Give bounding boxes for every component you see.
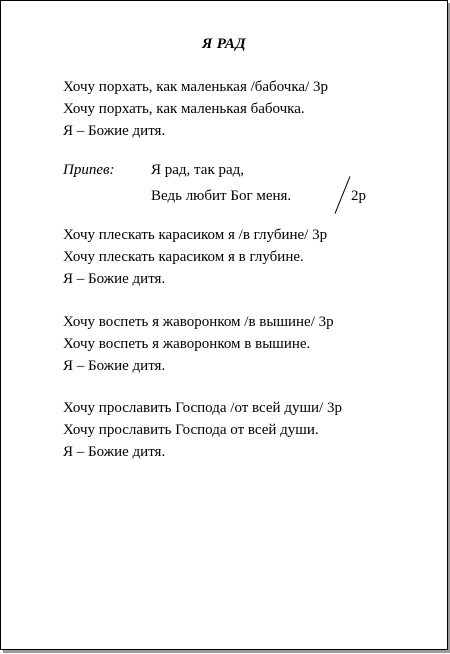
verse-2-line-2: Хочу плескать карасиком я в глубине. <box>63 249 304 265</box>
verse-3-line-3: Я – Божие дитя. <box>63 358 166 374</box>
chorus-repeat-mark: 2р <box>351 188 366 204</box>
verse-2-line-3: Я – Божие дитя. <box>63 271 166 287</box>
verse-1-line-2: Хочу порхать, как маленькая бабочка. <box>63 101 305 117</box>
song-title: Я РАД <box>202 36 246 52</box>
verse-2-line-1: Хочу плескать карасиком я /в глубине/ 3р <box>63 227 328 243</box>
repeat-slash-mark <box>335 176 351 213</box>
chorus-line-2: Ведь любит Бог меня. <box>151 188 292 204</box>
chorus-label: Припев: <box>63 162 115 178</box>
verse-4-line-3: Я – Божие дитя. <box>63 444 166 460</box>
verse-4-line-1: Хочу прославить Господа /от всей души/ 3р <box>63 400 342 416</box>
chorus-line-1: Я рад, так рад, <box>151 162 245 178</box>
verse-4-line-2: Хочу прославить Господа от всей души. <box>63 422 319 438</box>
verse-1-line-3: Я – Божие дитя. <box>63 123 166 139</box>
verse-1-line-1: Хочу порхать, как маленькая /бабочка/ 3р <box>63 79 328 95</box>
verse-3-line-2: Хочу воспеть я жаворонком в вышине. <box>63 336 311 352</box>
verse-3-line-1: Хочу воспеть я жаворонком /в вышине/ 3р <box>63 314 334 330</box>
